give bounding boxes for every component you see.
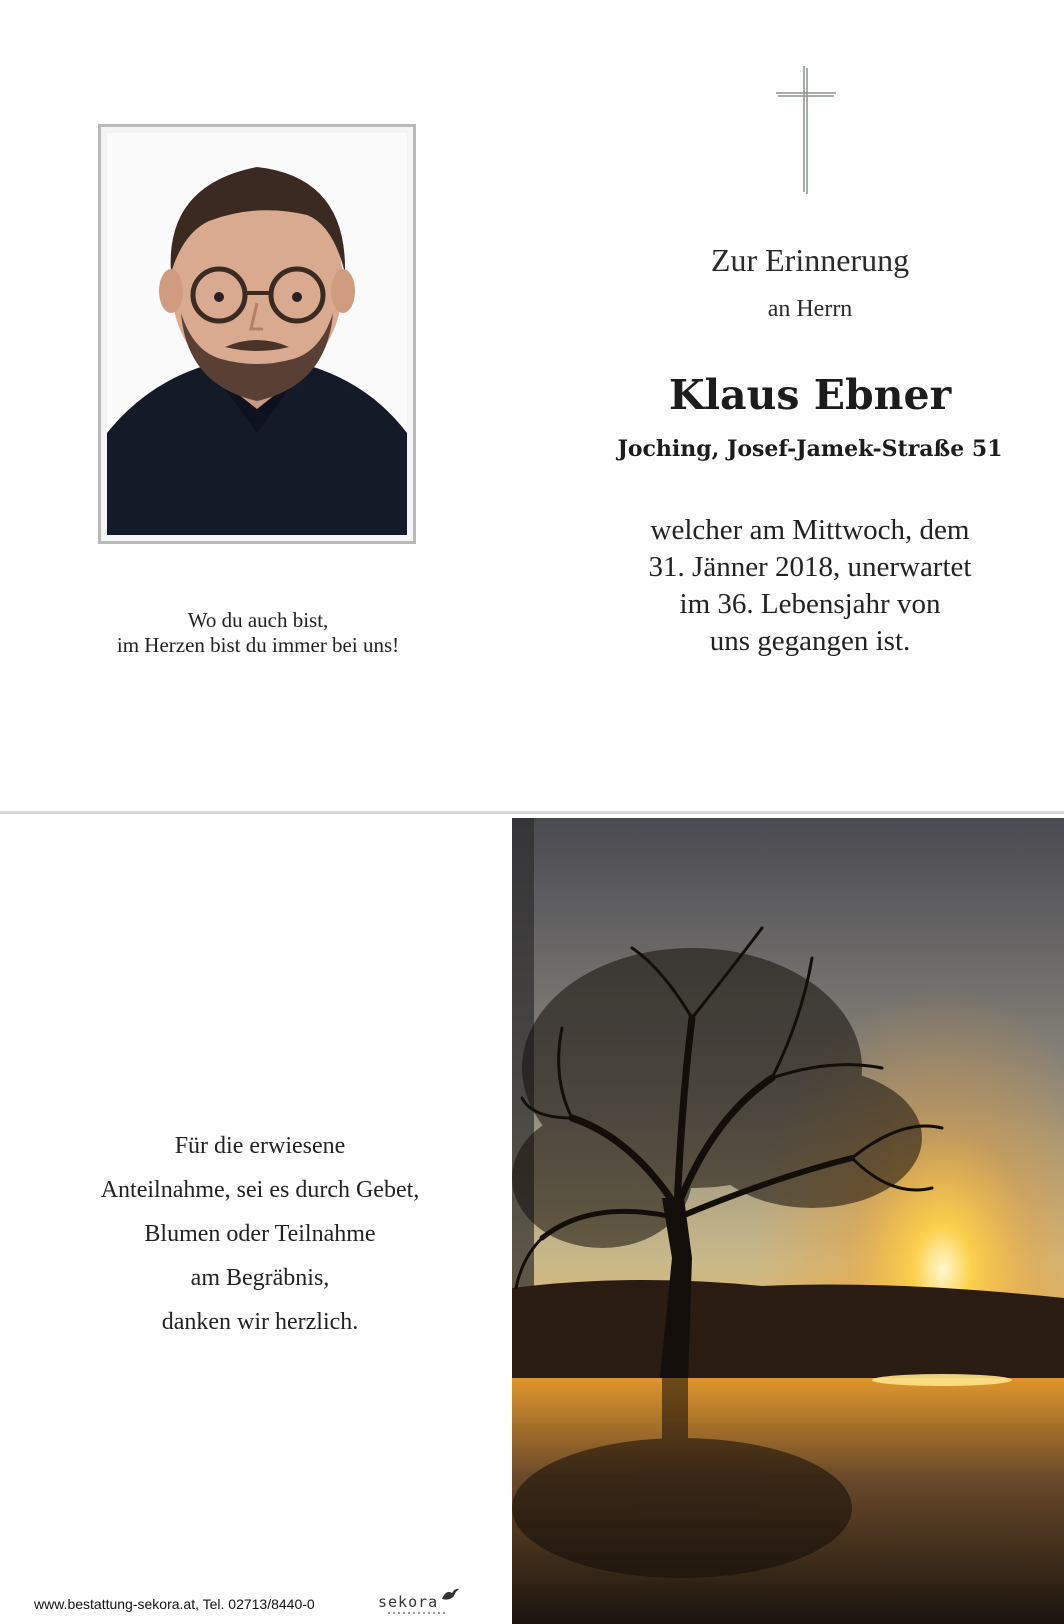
deceased-name: Klaus Ebner — [668, 371, 952, 419]
notice-line: im 36. Lebensjahr von — [679, 588, 941, 620]
thanks-line: Blumen oder Teilnahme — [144, 1221, 376, 1247]
sekora-logo — [378, 1587, 466, 1621]
notice-line: welcher am Mittwoch, dem — [650, 514, 970, 546]
portrait-photo-frame — [98, 124, 416, 544]
sunset-tree-photo — [512, 818, 1064, 1624]
death-notice-text — [560, 512, 1060, 660]
cross-icon — [776, 66, 836, 194]
bird-icon — [440, 1587, 460, 1603]
thanks-line: danken wir herzlich. — [161, 1309, 359, 1335]
notice-line: 31. Jänner 2018, unerwartet — [648, 551, 972, 583]
thanks-line: Anteilnahme, sei es durch Gebet, — [100, 1177, 420, 1203]
logo-subtitle — [388, 1612, 448, 1614]
notice-line: uns gegangen ist. — [709, 625, 911, 657]
thanks-text — [40, 1124, 480, 1344]
portrait-photo — [107, 133, 407, 535]
thanks-line: am Begräbnis, — [190, 1265, 330, 1291]
logo-text: sekora — [378, 1593, 439, 1611]
memorial-heading: Zur Erinnerung — [710, 242, 910, 278]
deceased-address: Joching, Josef-Jamek-Straße 51 — [617, 436, 1003, 462]
funeral-home-footer: www.bestattung-sekora.at, Tel. 02713/8440-0 — [34, 1596, 315, 1612]
quote-line: Wo du auch bist, — [187, 608, 329, 632]
quote-line: im Herzen bist du immer bei uns! — [116, 633, 400, 657]
memorial-quote — [60, 608, 456, 658]
salutation: an Herrn — [767, 296, 853, 322]
thanks-line: Für die erwiesene — [174, 1133, 346, 1159]
